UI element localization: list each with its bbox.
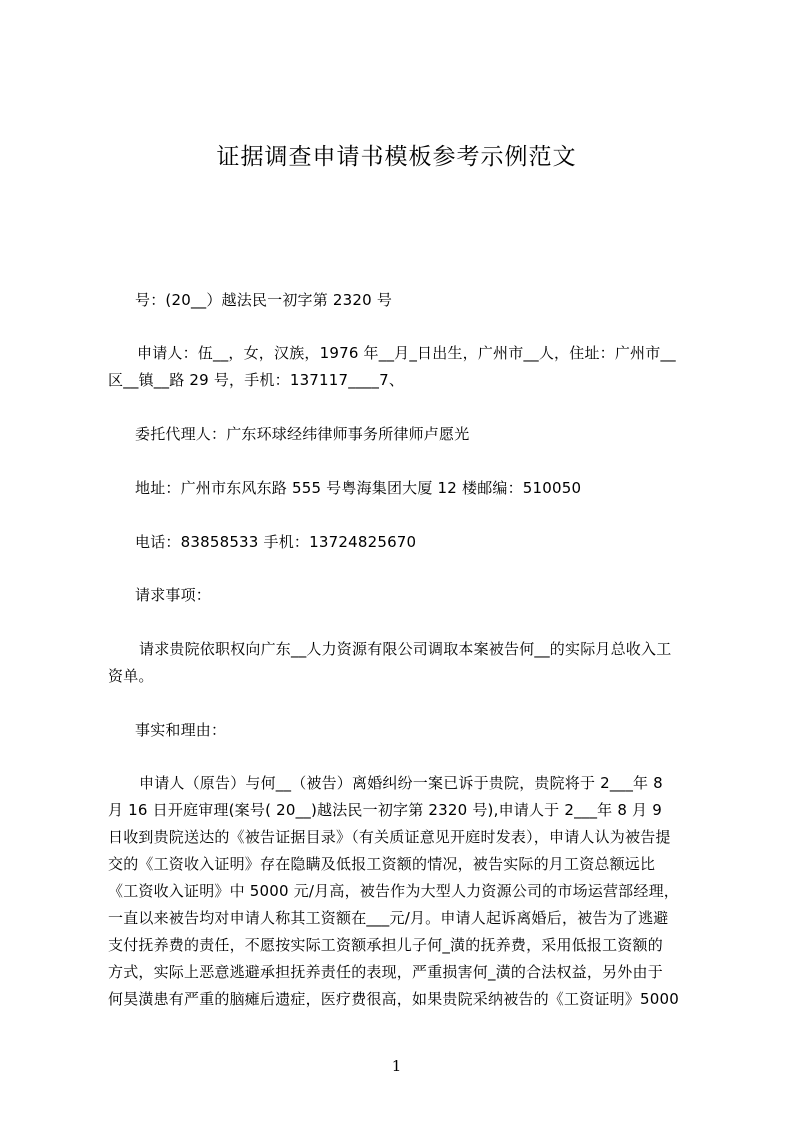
facts-line-8: 方式，实际上恶意逃避承担抚养责任的表现，严重损害何_潢的合法权益，另外由于 xyxy=(108,963,663,981)
applicant-line-2: 区__镇__路 29 号，手机：137117____7、 xyxy=(108,371,405,389)
facts-line-4: 交的《工资收入证明》存在隐瞒及低报工资额的情况，被告实际的月工资总额远比 xyxy=(108,855,656,873)
facts-line-6: 一直以来被告均对申请人称其工资额在___元/月。申请人起诉离婚后，被告为了逃避 xyxy=(108,909,669,927)
facts-line-3: 日收到贵院送达的《被告证据目录》（有关质证意见开庭时发表），申请人认为被告提 xyxy=(108,828,671,846)
facts-line-7: 支付抚养费的责任，不愿按实际工资额承担儿子何_潢的抚养费，采用低报工资额的 xyxy=(108,936,663,954)
facts-heading: 事实和理由： xyxy=(135,721,227,739)
agent-line: 委托代理人：广东环球经纬律师事务所律师卢愿光 xyxy=(135,425,470,443)
page-number: 1 xyxy=(391,1057,402,1075)
facts-line-5: 《工资收入证明》中 5000 元/月高，被告作为大型人力资源公司的市场运营部经理， xyxy=(108,882,679,900)
request-line-2: 资单。 xyxy=(108,667,154,685)
facts-line-9: 何昊潢患有严重的脑瘫后遗症，医疗费很高，如果贵院采纳被告的《工资证明》5000 xyxy=(108,990,679,1008)
request-line-1: 请求贵院依职权向广东__人力资源有限公司调取本案被告何__的实际月总收入工 xyxy=(139,640,672,658)
address-line: 地址：广州市东风东路 555 号粤海集团大厦 12 楼邮编：510050 xyxy=(135,479,582,497)
phone-line: 电话：83858533 手机：13724825670 xyxy=(135,533,417,551)
facts-line-1: 申请人（原告）与何__（被告）离婚纠纷一案已诉于贵院，贵院将于 2___年 8 xyxy=(139,774,663,792)
request-heading: 请求事项： xyxy=(135,586,212,604)
document-title: 证据调查申请书模板参考示例范文 xyxy=(216,144,577,170)
applicant-line-1: 申请人：伍__，女，汉族，1976 年__月_日出生，广州市__人，住址：广州市__ xyxy=(137,344,676,362)
facts-line-2: 月 16 日开庭审理(案号( 20__)越法民一初字第 2320 号),申请人于 2___年 8 月 9 xyxy=(108,801,662,819)
case-number-line: 号：(20__）越法民一初字第 2320 号 xyxy=(135,291,393,309)
